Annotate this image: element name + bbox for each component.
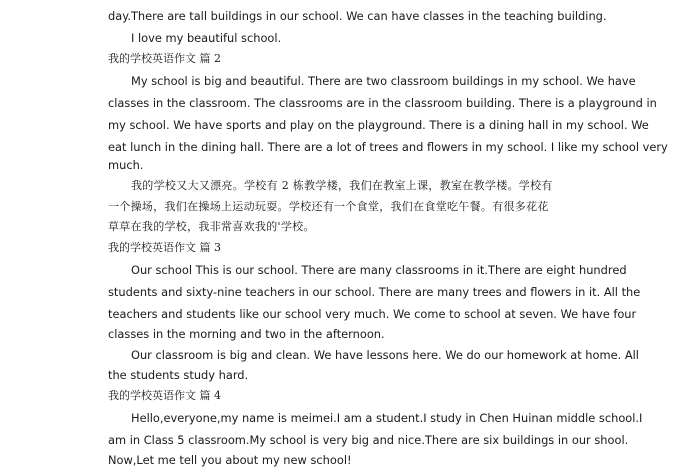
paragraph-line: Our classroom is big and clean. We have lessons here. We do our homework at home. All xyxy=(131,348,639,362)
paragraph-line: Now,Let me tell you about my new school! xyxy=(108,453,352,467)
paragraph-line: am in Class 5 classroom.My school is very big and nice.There are six buildings in our shool. xyxy=(108,433,629,447)
chinese-paragraph-line: 我的学校又大又漂亮。学校有 2 栋教学楼，我们在教室上课，教室在教学楼。学校有 xyxy=(131,179,553,192)
paragraph-line: classes in the morning and two in the afternoon. xyxy=(108,327,385,341)
paragraph-line: day.There are tall buildings in our school. We can have classes in the teaching building. xyxy=(108,9,607,23)
paragraph-line: students and sixty-nine teachers in our school. There are many trees and flowers in it. All the xyxy=(108,285,641,299)
chinese-paragraph-line: 草草在我的学校，我非常喜欢我的'学校。 xyxy=(108,220,315,233)
paragraph-line: eat lunch in the dining hall. There are a lot of trees and flowers in my school. I like my school very xyxy=(108,140,668,154)
section-heading: 我的学校英语作文 篇 4 xyxy=(108,389,221,402)
paragraph-line: Our school This is our school. There are many classrooms in it.There are eight hundred xyxy=(131,263,627,277)
paragraph-line: my school. We have sports and play on the playground. There is a dining hall in my school. We xyxy=(108,118,649,132)
section-heading: 我的学校英语作文 篇 2 xyxy=(108,52,221,65)
paragraph-line: classes in the classroom. The classrooms are in the classroom building. There is a playground in xyxy=(108,96,657,110)
paragraph-line: the students study hard. xyxy=(108,368,249,382)
paragraph-line: My school is big and beautiful. There are two classroom buildings in my school. We have xyxy=(131,74,636,88)
chinese-paragraph-line: 一个操场，我们在操场上运动玩耍。学校还有一个食堂，我们在食堂吃午餐。有很多花花 xyxy=(108,200,549,213)
paragraph-line: teachers and students like our school very much. We come to school at seven. We have four xyxy=(108,307,637,321)
paragraph-line: much. xyxy=(108,158,144,172)
section-heading: 我的学校英语作文 篇 3 xyxy=(108,241,221,254)
paragraph-line: I love my beautiful school. xyxy=(131,31,282,45)
paragraph-line: Hello,everyone,my name is meimei.I am a student.I study in Chen Huinan middle school.I xyxy=(131,411,643,425)
